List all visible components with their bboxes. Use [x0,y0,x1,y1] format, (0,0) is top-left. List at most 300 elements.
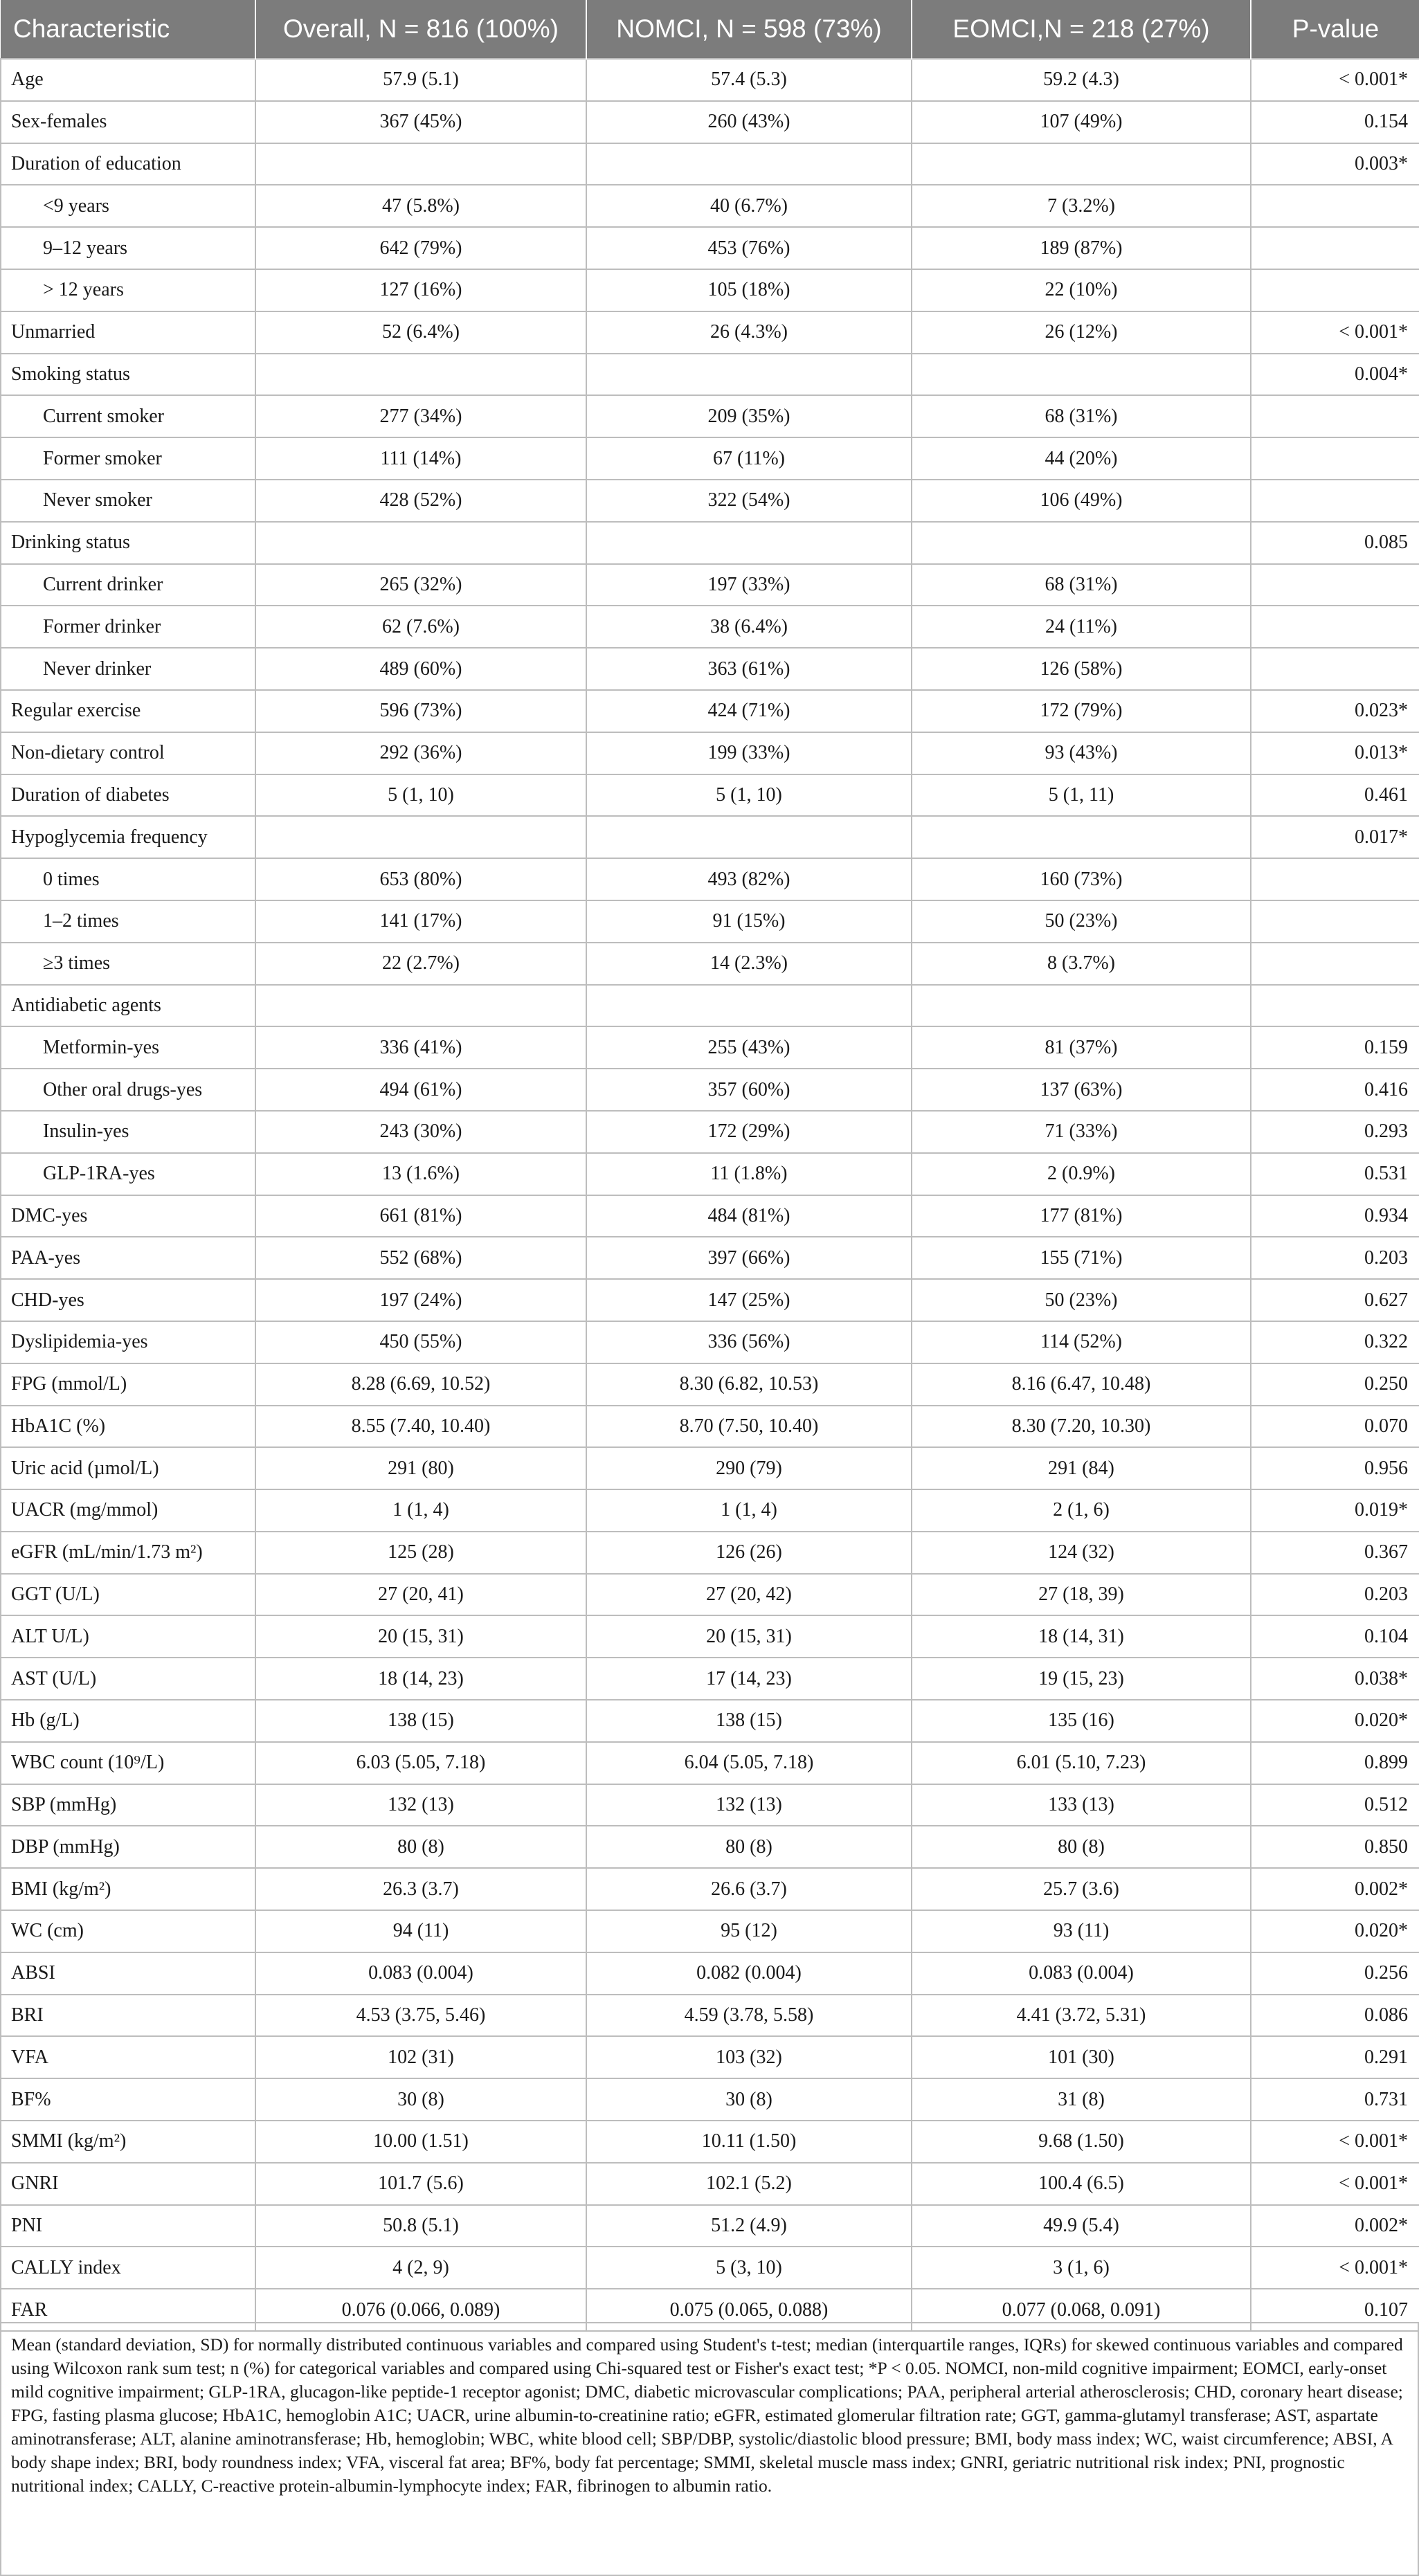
cell-p-value: 0.003* [1251,143,1419,185]
table-row [1,2247,1419,2289]
cell-nomci: 20 (15, 31) [586,1615,912,1658]
cell-overall: 4 (2, 9) [255,2247,586,2289]
cell-nomci: 132 (13) [586,1784,912,1826]
row-label: ≥3 times [1,943,255,985]
table-row [1,1447,1419,1489]
cell-p-value: 0.086 [1251,1995,1419,2037]
cell-nomci: 0.075 (0.065, 0.088) [586,2289,912,2331]
row-label: DBP (mmHg) [1,1826,255,1868]
table-row [1,858,1419,900]
table-row [1,1363,1419,1406]
cell-nomci: 484 (81%) [586,1195,912,1237]
cell-nomci: 14 (2.3%) [586,943,912,985]
table-row [1,395,1419,437]
cell-eomci: 177 (81%) [912,1195,1251,1237]
cell-p-value: 0.512 [1251,1784,1419,1826]
table-footnote [0,2322,1419,2576]
table-row [1,1658,1419,1700]
table-row [1,1868,1419,1910]
table-row [1,1406,1419,1448]
row-label: eGFR (mL/min/1.73 m²) [1,1532,255,1574]
cell-eomci: 9.68 (1.50) [912,2121,1251,2163]
cell-p-value: 0.850 [1251,1826,1419,1868]
cell-overall: 10.00 (1.51) [255,2121,586,2163]
row-label: ABSI [1,1952,255,1995]
row-label: Antidiabetic agents [1,985,255,1027]
row-label: Age [1,59,255,101]
row-label: WBC count (10⁹/L) [1,1742,255,1784]
row-label: AST (U/L) [1,1658,255,1700]
cell-eomci: 106 (49%) [912,480,1251,522]
cell-nomci: 38 (6.4%) [586,606,912,648]
cell-nomci: 172 (29%) [586,1111,912,1153]
cell-overall: 57.9 (5.1) [255,59,586,101]
cell-p-value [1251,395,1419,437]
cell-eomci: 68 (31%) [912,564,1251,606]
cell-eomci: 68 (31%) [912,395,1251,437]
table-row [1,1111,1419,1153]
table-row [1,2163,1419,2205]
cell-overall: 0.083 (0.004) [255,1952,586,1995]
table-row [1,732,1419,774]
cell-overall: 552 (68%) [255,1237,586,1279]
cell-overall [255,354,586,396]
cell-eomci: 50 (23%) [912,1279,1251,1321]
cell-eomci [912,522,1251,564]
cell-nomci: 4.59 (3.78, 5.58) [586,1995,912,2037]
cell-overall: 13 (1.6%) [255,1153,586,1195]
table-row [1,437,1419,480]
cell-eomci: 44 (20%) [912,437,1251,480]
cell-overall: 292 (36%) [255,732,586,774]
row-label: Never smoker [1,480,255,522]
cell-overall: 265 (32%) [255,564,586,606]
cell-eomci: 107 (49%) [912,101,1251,143]
cell-overall: 47 (5.8%) [255,185,586,227]
cell-nomci [586,522,912,564]
cell-eomci [912,985,1251,1027]
cell-eomci: 93 (43%) [912,732,1251,774]
cell-nomci [586,354,912,396]
cell-p-value: 0.899 [1251,1742,1419,1784]
row-label: <9 years [1,185,255,227]
cell-overall: 653 (80%) [255,858,586,900]
row-label: Regular exercise [1,690,255,732]
cell-nomci: 147 (25%) [586,1279,912,1321]
row-label: Hb (g/L) [1,1700,255,1742]
table-row [1,2121,1419,2163]
cell-eomci: 189 (87%) [912,227,1251,269]
cell-nomci: 0.082 (0.004) [586,1952,912,1995]
cell-eomci: 155 (71%) [912,1237,1251,1279]
footnote-text: Mean (standard deviation, SD) for normally distributed continuous variables and compared using Student's t-test; median (interquartile ranges, IQRs) for skewed continuous variables and compared using Wilcoxon rank sum test; n (%) for categorical variables and compared using Chi-squared test or Fisher's exact test; *P < 0.05. NOMCI, non-mild cognitive impairment; EOMCI, early-onset mild cognitive impairment; GLP-1RA, glucagon-like peptide-1 receptor agonist; DMC, diabetic microvascular complications; PAA, peripheral arterial atherosclerosis; CHD, coronary heart disease; FPG, fasting plasma glucose; HbA1C, hemoglobin A1C; UACR, urine albumin-to-creatinine ratio; eGFR, estimated glomerular filtration rate; GGT, gamma-glutamyl transferase; AST, aspartate aminotransferase; ALT, alanine aminotransferase; Hb, hemoglobin; WBC, white blood cell; SBP/DBP, systolic/diastolic blood pressure; BMI, body mass index; WC, waist circumference; ABSI, A body shape index; BRI, body roundness index; VFA, visceral fat area; BF%, body fat percentage; SMMI, skeletal muscle mass index; GNRI, geriatric nutritional risk index; PNI, prognostic nutritional index; CALLY, C-reactive protein-albumin-lymphocyte index; FAR, fibrinogen to albumin ratio. [11,2334,1403,2496]
cell-p-value: 0.002* [1251,2205,1419,2247]
table-row [1,1826,1419,1868]
cell-overall: 642 (79%) [255,227,586,269]
cell-overall: 1 (1, 4) [255,1489,586,1532]
table-row [1,1195,1419,1237]
row-label: UACR (mg/mmol) [1,1489,255,1532]
table-header [1,0,1419,59]
cell-eomci [912,354,1251,396]
cell-eomci: 126 (58%) [912,648,1251,690]
table-row [1,59,1419,101]
cell-p-value: 0.038* [1251,1658,1419,1700]
cell-eomci: 172 (79%) [912,690,1251,732]
cell-overall: 494 (61%) [255,1069,586,1111]
cell-overall: 0.076 (0.066, 0.089) [255,2289,586,2331]
table-row [1,1069,1419,1111]
cell-p-value: 0.023* [1251,690,1419,732]
row-label: Drinking status [1,522,255,564]
cell-p-value: 0.250 [1251,1363,1419,1406]
row-label: SBP (mmHg) [1,1784,255,1826]
cell-p-value [1251,858,1419,900]
table-row [1,354,1419,396]
cell-eomci: 7 (3.2%) [912,185,1251,227]
cell-p-value: 0.322 [1251,1321,1419,1363]
cell-nomci: 102.1 (5.2) [586,2163,912,2205]
cell-overall: 367 (45%) [255,101,586,143]
cell-overall [255,985,586,1027]
cell-nomci: 6.04 (5.05, 7.18) [586,1742,912,1784]
cell-nomci: 424 (71%) [586,690,912,732]
header-overall: Overall, N = 816 (100%) [255,0,586,59]
cell-eomci: 124 (32) [912,1532,1251,1574]
table-row [1,1995,1419,2037]
table-row [1,690,1419,732]
row-label: Hypoglycemia frequency [1,816,255,858]
cell-eomci: 59.2 (4.3) [912,59,1251,101]
cell-overall: 428 (52%) [255,480,586,522]
row-label: BF% [1,2078,255,2121]
cell-eomci: 80 (8) [912,1826,1251,1868]
cell-p-value [1251,648,1419,690]
cell-overall: 52 (6.4%) [255,311,586,354]
cell-p-value [1251,985,1419,1027]
cell-p-value [1251,900,1419,943]
row-label: Other oral drugs-yes [1,1069,255,1111]
row-label: Never drinker [1,648,255,690]
row-label: PAA-yes [1,1237,255,1279]
cell-p-value: 0.154 [1251,101,1419,143]
cell-nomci: 5 (3, 10) [586,2247,912,2289]
table-row [1,564,1419,606]
cell-nomci [586,816,912,858]
cell-eomci: 8.16 (6.47, 10.48) [912,1363,1251,1406]
cell-eomci: 19 (15, 23) [912,1658,1251,1700]
cell-nomci: 126 (26) [586,1532,912,1574]
table-row [1,1910,1419,1952]
row-label: Duration of education [1,143,255,185]
cell-overall [255,816,586,858]
cell-overall: 5 (1, 10) [255,774,586,817]
cell-p-value: 0.085 [1251,522,1419,564]
table-row [1,1952,1419,1995]
cell-p-value: < 0.001* [1251,2121,1419,2163]
cell-p-value: 0.020* [1251,1700,1419,1742]
cell-p-value [1251,269,1419,311]
cell-nomci: 95 (12) [586,1910,912,1952]
row-label: Uric acid (µmol/L) [1,1447,255,1489]
cell-nomci [586,143,912,185]
cell-eomci: 22 (10%) [912,269,1251,311]
table-row [1,606,1419,648]
table-row [1,985,1419,1027]
cell-p-value: 0.731 [1251,2078,1419,2121]
cell-nomci: 26.6 (3.7) [586,1868,912,1910]
cell-eomci: 2 (1, 6) [912,1489,1251,1532]
header-p-value: P-value [1251,0,1419,59]
cell-eomci [912,143,1251,185]
cell-overall: 111 (14%) [255,437,586,480]
cell-nomci: 27 (20, 42) [586,1574,912,1616]
cell-nomci: 8.70 (7.50, 10.40) [586,1406,912,1448]
cell-overall: 94 (11) [255,1910,586,1952]
cell-eomci: 133 (13) [912,1784,1251,1826]
table-row [1,1489,1419,1532]
table-row [1,1153,1419,1195]
cell-overall: 277 (34%) [255,395,586,437]
cell-eomci: 27 (18, 39) [912,1574,1251,1616]
cell-eomci: 26 (12%) [912,311,1251,354]
row-label: GGT (U/L) [1,1574,255,1616]
table-row [1,1532,1419,1574]
cell-p-value: 0.293 [1251,1111,1419,1153]
cell-p-value [1251,185,1419,227]
cell-nomci: 10.11 (1.50) [586,2121,912,2163]
cell-nomci: 357 (60%) [586,1069,912,1111]
cell-p-value: 0.203 [1251,1574,1419,1616]
row-label: Metformin-yes [1,1026,255,1069]
cell-eomci: 8.30 (7.20, 10.30) [912,1406,1251,1448]
cell-nomci: 453 (76%) [586,227,912,269]
cell-nomci: 197 (33%) [586,564,912,606]
cell-p-value: 0.020* [1251,1910,1419,1952]
cell-overall: 450 (55%) [255,1321,586,1363]
cell-eomci: 135 (16) [912,1700,1251,1742]
cell-eomci: 24 (11%) [912,606,1251,648]
cell-nomci: 17 (14, 23) [586,1658,912,1700]
header-nomci: NOMCI, N = 598 (73%) [586,0,912,59]
cell-nomci: 322 (54%) [586,480,912,522]
cell-overall: 18 (14, 23) [255,1658,586,1700]
cell-nomci: 363 (61%) [586,648,912,690]
cell-p-value: 0.256 [1251,1952,1419,1995]
cell-eomci: 0.083 (0.004) [912,1952,1251,1995]
cell-nomci: 138 (15) [586,1700,912,1742]
cell-eomci: 71 (33%) [912,1111,1251,1153]
cell-eomci: 0.077 (0.068, 0.091) [912,2289,1251,2331]
cell-overall: 141 (17%) [255,900,586,943]
table-row [1,1742,1419,1784]
row-label: SMMI (kg/m²) [1,2121,255,2163]
row-label: BRI [1,1995,255,2037]
cell-nomci: 57.4 (5.3) [586,59,912,101]
table-row [1,480,1419,522]
cell-nomci: 105 (18%) [586,269,912,311]
cell-overall [255,143,586,185]
cell-p-value: 0.107 [1251,2289,1419,2331]
table-row [1,2078,1419,2121]
row-label: CALLY index [1,2247,255,2289]
cell-p-value [1251,606,1419,648]
row-label: 0 times [1,858,255,900]
cell-nomci: 11 (1.8%) [586,1153,912,1195]
cell-p-value: 0.956 [1251,1447,1419,1489]
row-label: ALT U/L) [1,1615,255,1658]
row-label: HbA1C (%) [1,1406,255,1448]
row-label: DMC-yes [1,1195,255,1237]
row-label: CHD-yes [1,1279,255,1321]
cell-eomci: 25.7 (3.6) [912,1868,1251,1910]
row-label: Unmarried [1,311,255,354]
cell-overall: 26.3 (3.7) [255,1868,586,1910]
cell-overall: 8.55 (7.40, 10.40) [255,1406,586,1448]
table-row [1,1700,1419,1742]
table-row [1,943,1419,985]
cell-eomci: 8 (3.7%) [912,943,1251,985]
cell-overall: 62 (7.6%) [255,606,586,648]
cell-eomci: 50 (23%) [912,900,1251,943]
cell-nomci: 290 (79) [586,1447,912,1489]
cell-nomci: 255 (43%) [586,1026,912,1069]
cell-eomci: 101 (30) [912,2036,1251,2078]
cell-p-value: 0.017* [1251,816,1419,858]
cell-p-value: 0.531 [1251,1153,1419,1195]
cell-eomci: 6.01 (5.10, 7.23) [912,1742,1251,1784]
cell-nomci: 199 (33%) [586,732,912,774]
row-label: 1–2 times [1,900,255,943]
cell-overall: 6.03 (5.05, 7.18) [255,1742,586,1784]
cell-overall: 132 (13) [255,1784,586,1826]
cell-eomci: 81 (37%) [912,1026,1251,1069]
cell-p-value [1251,480,1419,522]
header-characteristic: Characteristic [1,0,255,59]
cell-overall: 50.8 (5.1) [255,2205,586,2247]
cell-nomci: 260 (43%) [586,101,912,143]
table-row [1,1615,1419,1658]
cell-nomci: 80 (8) [586,1826,912,1868]
row-label: Smoking status [1,354,255,396]
table-row [1,1237,1419,1279]
cell-eomci: 5 (1, 11) [912,774,1251,817]
cell-nomci: 91 (15%) [586,900,912,943]
row-label: PNI [1,2205,255,2247]
cell-nomci: 5 (1, 10) [586,774,912,817]
cell-nomci: 397 (66%) [586,1237,912,1279]
cell-p-value: 0.203 [1251,1237,1419,1279]
cell-eomci: 93 (11) [912,1910,1251,1952]
table-row [1,522,1419,564]
row-label: 9–12 years [1,227,255,269]
row-label: GLP-1RA-yes [1,1153,255,1195]
row-label: FAR [1,2289,255,2331]
table-row [1,2205,1419,2247]
cell-p-value [1251,227,1419,269]
cell-p-value [1251,943,1419,985]
cell-nomci: 26 (4.3%) [586,311,912,354]
cell-overall: 197 (24%) [255,1279,586,1321]
cell-p-value: < 0.001* [1251,2163,1419,2205]
cell-p-value: 0.002* [1251,1868,1419,1910]
cell-nomci: 51.2 (4.9) [586,2205,912,2247]
cell-nomci: 67 (11%) [586,437,912,480]
cell-eomci: 100.4 (6.5) [912,2163,1251,2205]
cell-overall: 125 (28) [255,1532,586,1574]
cell-overall: 20 (15, 31) [255,1615,586,1658]
table-row [1,311,1419,354]
cell-eomci: 4.41 (3.72, 5.31) [912,1995,1251,2037]
cell-overall: 102 (31) [255,2036,586,2078]
table-row [1,185,1419,227]
table-row [1,2036,1419,2078]
cell-p-value: 0.291 [1251,2036,1419,2078]
cell-p-value: 0.004* [1251,354,1419,396]
cell-p-value: < 0.001* [1251,59,1419,101]
cell-eomci: 49.9 (5.4) [912,2205,1251,2247]
cell-p-value [1251,564,1419,606]
table-row [1,648,1419,690]
table-row [1,1026,1419,1069]
cell-overall: 8.28 (6.69, 10.52) [255,1363,586,1406]
cell-nomci: 40 (6.7%) [586,185,912,227]
cell-eomci: 31 (8) [912,2078,1251,2121]
cell-p-value: 0.159 [1251,1026,1419,1069]
cell-eomci: 291 (84) [912,1447,1251,1489]
cell-eomci: 137 (63%) [912,1069,1251,1111]
cell-overall: 4.53 (3.75, 5.46) [255,1995,586,2037]
cell-nomci: 103 (32) [586,2036,912,2078]
table-row [1,143,1419,185]
cell-eomci: 3 (1, 6) [912,2247,1251,2289]
cell-overall: 101.7 (5.6) [255,2163,586,2205]
cell-p-value: 0.461 [1251,774,1419,817]
table-row [1,1321,1419,1363]
cell-p-value: 0.019* [1251,1489,1419,1532]
header-eomci: EOMCI,N = 218 (27%) [912,0,1251,59]
table-row [1,1784,1419,1826]
row-label: Insulin-yes [1,1111,255,1153]
row-label: GNRI [1,2163,255,2205]
cell-p-value: 0.627 [1251,1279,1419,1321]
cell-p-value: < 0.001* [1251,2247,1419,2289]
row-label: Former smoker [1,437,255,480]
cell-p-value: < 0.001* [1251,311,1419,354]
row-label: Current smoker [1,395,255,437]
table-row [1,101,1419,143]
header-row [1,0,1419,59]
row-label: Former drinker [1,606,255,648]
cell-nomci: 1 (1, 4) [586,1489,912,1532]
cell-overall [255,522,586,564]
table-row [1,1574,1419,1616]
row-label: FPG (mmol/L) [1,1363,255,1406]
row-label: Non-dietary control [1,732,255,774]
cell-eomci: 114 (52%) [912,1321,1251,1363]
cell-nomci: 209 (35%) [586,395,912,437]
cell-overall: 127 (16%) [255,269,586,311]
row-label: > 12 years [1,269,255,311]
table-row [1,269,1419,311]
cell-eomci: 2 (0.9%) [912,1153,1251,1195]
table-row [1,1279,1419,1321]
row-label: Sex-females [1,101,255,143]
cell-overall: 291 (80) [255,1447,586,1489]
cell-nomci: 8.30 (6.82, 10.53) [586,1363,912,1406]
cell-overall: 80 (8) [255,1826,586,1868]
cell-overall: 27 (20, 41) [255,1574,586,1616]
